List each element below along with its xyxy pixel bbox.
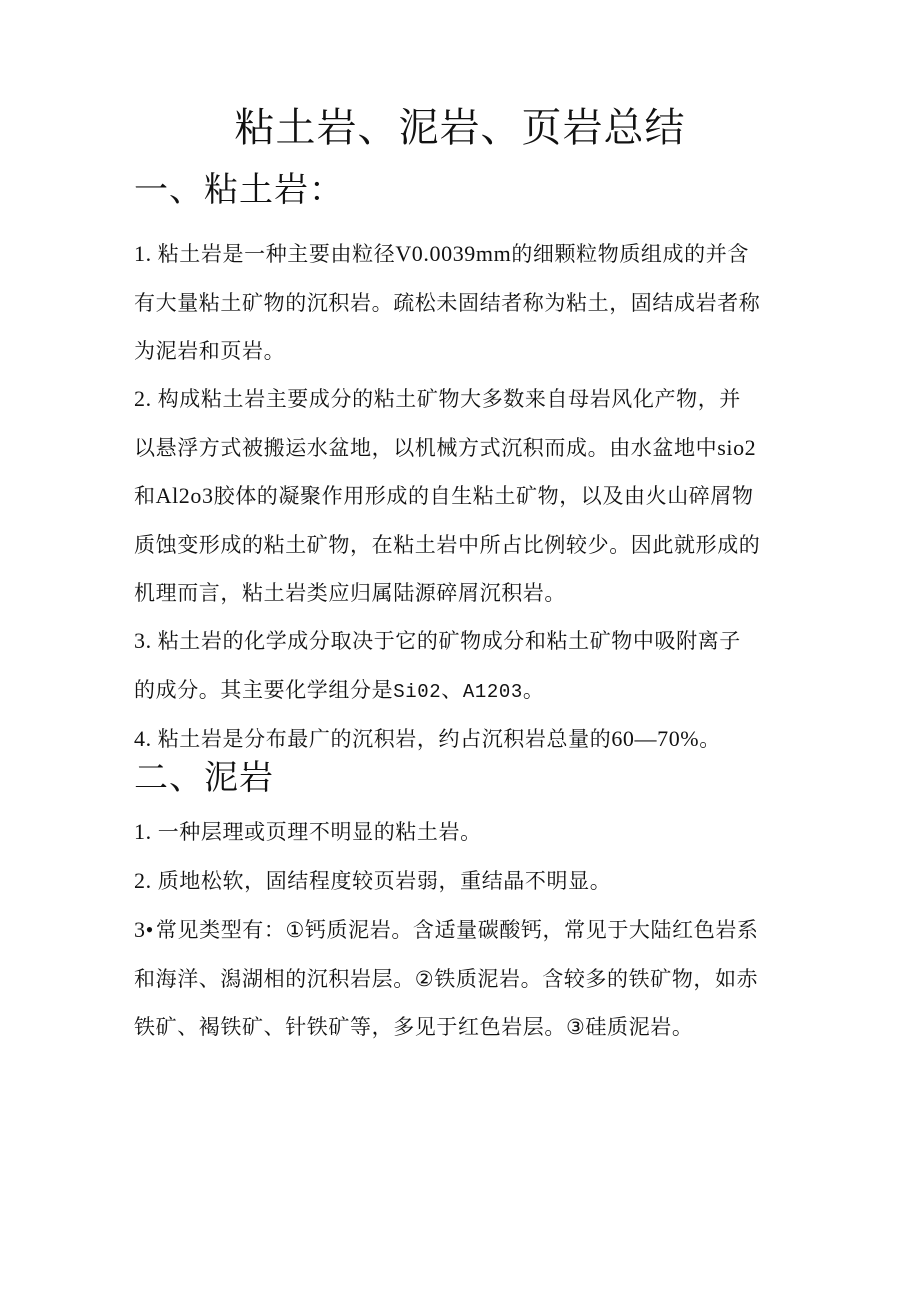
grain-size-value: V0.0039mm [395, 241, 512, 266]
chemical-formula: A1203 [462, 680, 523, 703]
paragraph-line [134, 808, 794, 857]
item-number: 1. [134, 819, 152, 844]
text-run: 粘土岩的化学成分取决于它的矿物成分和粘土矿物中吸附离子 [157, 629, 741, 653]
text-run: 质地松软，固结程度较页岩弱，重结晶不明显。 [157, 869, 612, 893]
paragraph-line [134, 424, 794, 473]
item-number: 1. [134, 241, 152, 266]
claystone-item-1 [134, 230, 794, 376]
paragraph-line: 和海洋、潟湖相的沉积岩层。②铁质泥岩。含较多的铁矿物，如赤 [134, 966, 759, 991]
item-number: 3• [134, 917, 154, 942]
claystone-item-2 [134, 375, 794, 618]
document-title: 粘土岩、泥岩、页岩总结 [234, 105, 686, 151]
paragraph-line: 机理而言，粘土岩类应归属陆源碎屑沉积岩。 [134, 581, 566, 605]
paragraph-line [134, 666, 794, 717]
text-run: 胶体的凝聚作用形成的自生粘土矿物，以及由火山碎屑物 [213, 484, 754, 508]
text-run: 以悬浮方式被搬运水盆地，以机械方式沉积而成。由水盆地中 [134, 435, 718, 460]
chemical-formula: Al2o3 [155, 483, 214, 508]
text-run: 粘土岩是分布最广的沉积岩，约占沉积岩总量的 [157, 727, 612, 751]
item-number: 2. [134, 868, 152, 893]
section-heading-mudstone: 二、泥岩 [134, 758, 274, 798]
text-run: 的成分。其主要化学组分是 [134, 677, 394, 702]
paragraph-line [134, 472, 794, 521]
mudstone-item-1 [134, 808, 794, 857]
paragraph-line [134, 230, 794, 279]
mudstone-item-3 [134, 906, 794, 1052]
text-run: 的细颗粒物质组成的并含 [511, 242, 749, 266]
paragraph-line: 有大量粘土矿物的沉积岩。疏松未固结者称为粘土，固结成岩者称 [134, 290, 761, 315]
paragraph-line: 铁矿、褐铁矿、针铁矿等，多见于红色岩层。③硅质泥岩。 [134, 1015, 694, 1039]
paragraph-line [134, 857, 794, 906]
paragraph-line: 质蚀变形成的粘土矿物，在粘土岩中所占比例较少。因此就形成的 [134, 532, 761, 557]
mudstone-item-2 [134, 857, 794, 906]
percentage-value: 60—70% [611, 726, 700, 751]
item-number: 2. [134, 386, 152, 411]
paragraph-line [134, 617, 794, 666]
chemical-formula: sio2 [717, 434, 757, 460]
paragraph-line [134, 906, 794, 955]
separator: 、 [441, 677, 463, 702]
item-number: 3. [134, 628, 152, 653]
claystone-item-3 [134, 617, 794, 716]
text-run: 粘土岩是一种主要由粒径 [157, 242, 396, 266]
text-run: 和 [134, 484, 156, 508]
text-run: 构成粘土岩主要成分的粘土矿物大多数来自母岩风化产物，并 [157, 387, 741, 411]
chemical-formula: Si02 [393, 680, 442, 703]
text-run: 。 [522, 677, 545, 702]
text-run: 。 [699, 727, 721, 751]
text-run: 一种层理或页理不明显的粘土岩。 [157, 820, 482, 844]
section-heading-claystone: 一、粘土岩： [134, 170, 344, 210]
paragraph-line: 为泥岩和页岩。 [134, 339, 286, 363]
paragraph-line [134, 375, 794, 424]
text-run: 常见类型有：①钙质泥岩。含适量碳酸钙，常见于大陆红色岩系 [155, 918, 759, 942]
item-number: 4. [134, 726, 152, 751]
